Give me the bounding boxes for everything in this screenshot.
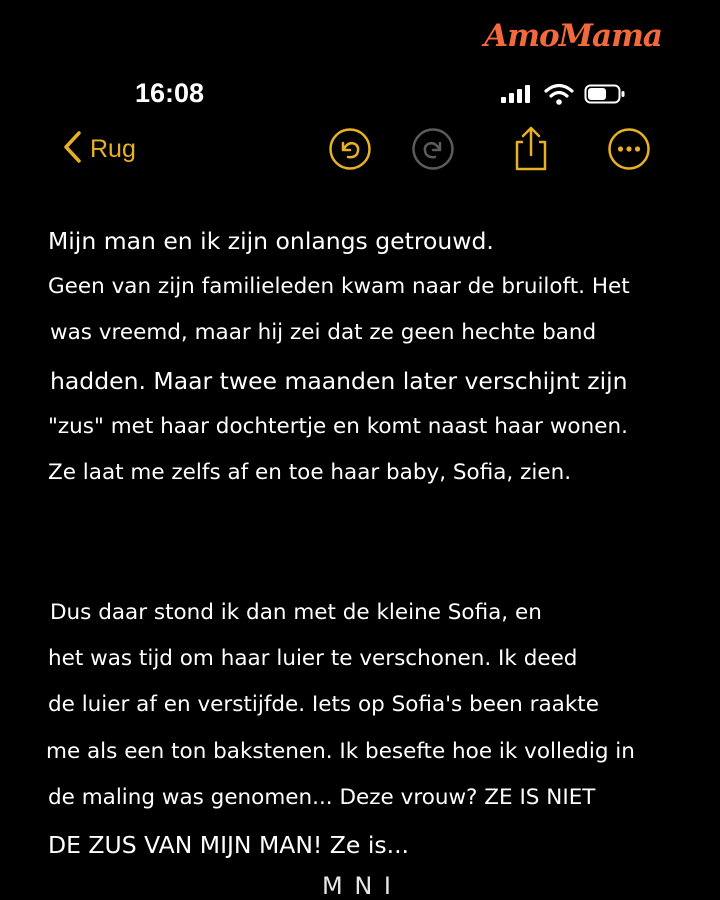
back-button[interactable] bbox=[62, 130, 136, 168]
note-line: de maling was genomen... Deze vrouw? ZE IS NIET bbox=[48, 785, 596, 810]
note-line: was vreemd, maar hij zei dat ze geen hechte band bbox=[50, 320, 597, 345]
note-heading: Mijn man en ik zijn onlangs getrouwd. bbox=[48, 227, 494, 255]
note-partial-line: M N I bbox=[322, 872, 393, 900]
note-line: de luier af en verstijfde. Iets op Sofia's been raakte bbox=[48, 692, 599, 717]
note-line: het was tijd om haar luier te verschonen. Ik deed bbox=[48, 646, 578, 671]
note-line: DE ZUS VAN MIJN MAN! Ze is... bbox=[48, 831, 410, 859]
note-line: "zus" met haar dochtertje en komt naast haar wonen. bbox=[48, 414, 628, 439]
note-line: Dus daar stond ik dan met de kleine Sofia, en bbox=[50, 600, 542, 625]
share-button[interactable] bbox=[508, 128, 554, 174]
status-bar bbox=[0, 78, 720, 112]
note-line: hadden. Maar twee maanden later verschijnt zijn bbox=[50, 367, 628, 395]
battery-icon bbox=[584, 83, 626, 109]
amomama-logo: AmoMama bbox=[484, 18, 662, 54]
share-icon bbox=[509, 125, 553, 177]
undo-icon bbox=[328, 127, 372, 175]
status-icons bbox=[500, 83, 626, 109]
status-time: 16:08 bbox=[135, 78, 205, 108]
undo-button[interactable] bbox=[327, 128, 373, 174]
cellular-signal-icon bbox=[500, 84, 534, 108]
more-button[interactable] bbox=[606, 128, 652, 174]
note-line: Geen van zijn familieleden kwam naar de bruiloft. Het bbox=[48, 274, 630, 299]
notes-toolbar bbox=[0, 124, 720, 178]
redo-button[interactable] bbox=[410, 128, 456, 174]
note-line: me als een ton bakstenen. Ik besefte hoe ik volledig in bbox=[46, 739, 635, 764]
wifi-icon bbox=[544, 83, 574, 109]
more-icon bbox=[607, 127, 651, 175]
note-line: Ze laat me zelfs af en toe haar baby, Sofia, zien. bbox=[48, 460, 572, 485]
back-button-label: Rug bbox=[90, 134, 136, 163]
chevron-left-icon bbox=[62, 130, 82, 168]
redo-icon bbox=[411, 127, 455, 175]
